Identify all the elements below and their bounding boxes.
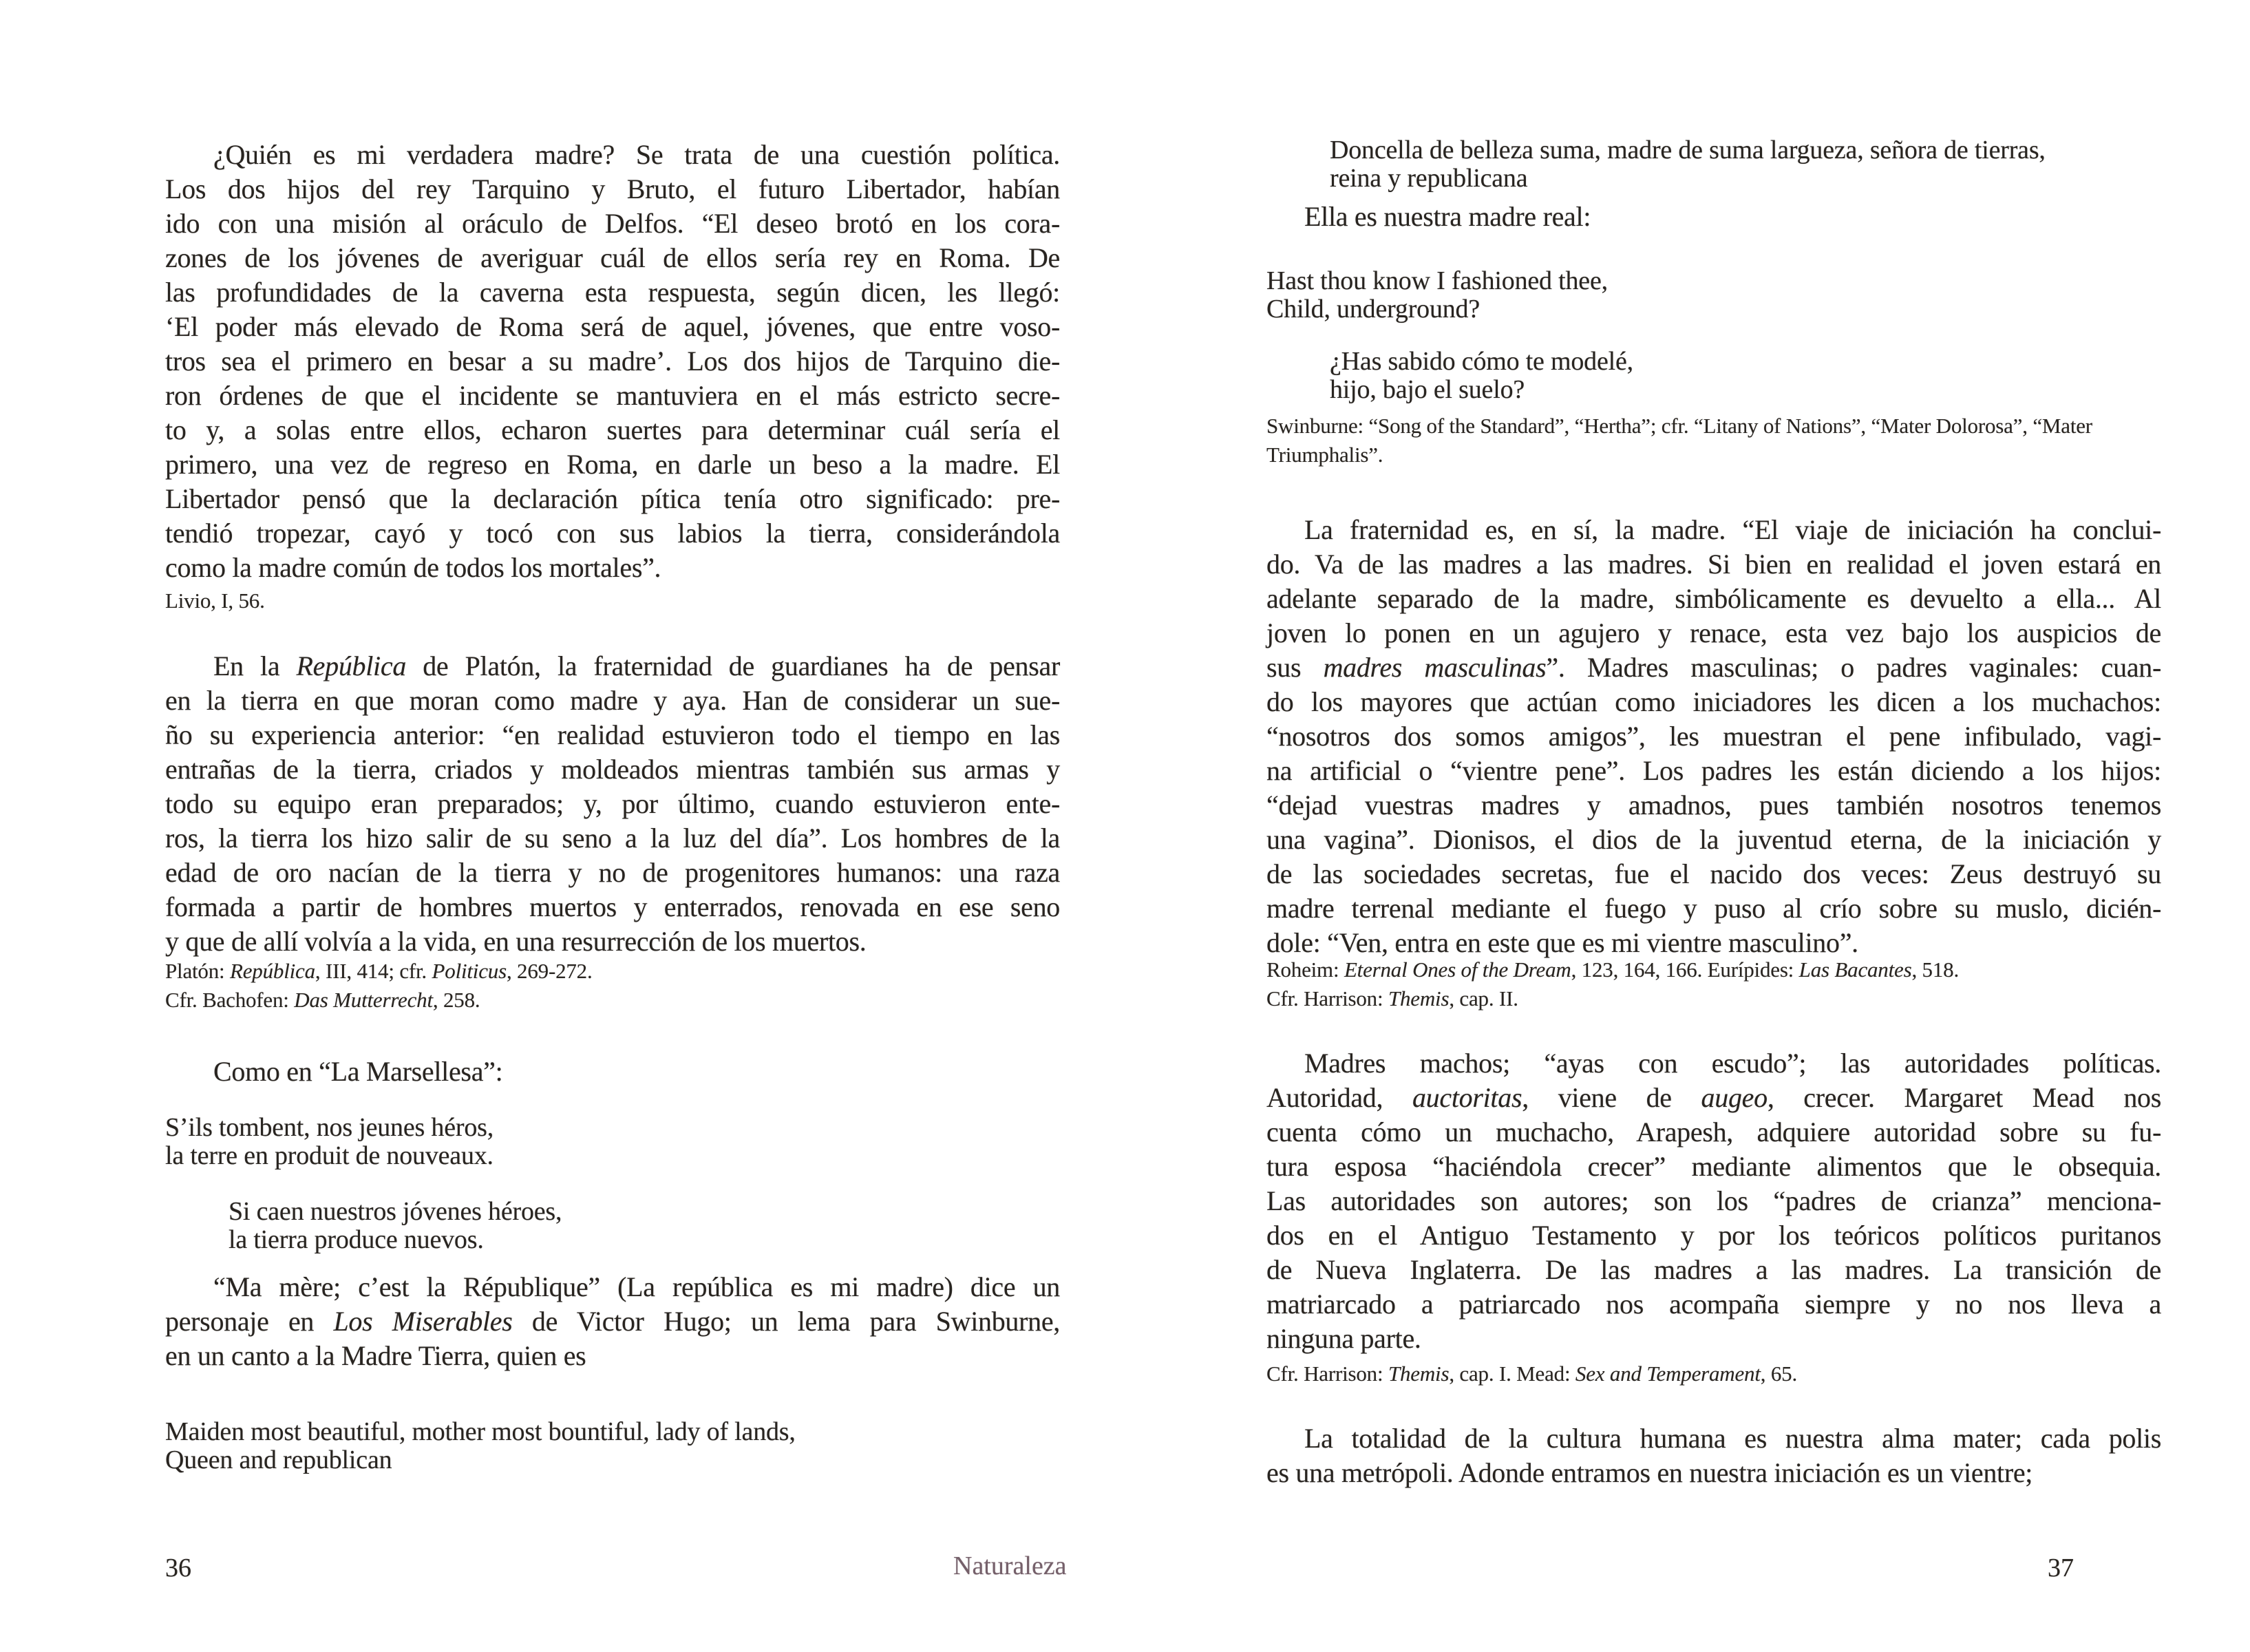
text-line: na artificial o “vientre pene”. Los padres les están diciendo a los hijos: bbox=[1266, 755, 2161, 786]
paragraph-ella-es-nuestra-madre bbox=[1266, 200, 2161, 234]
footnote-livio bbox=[165, 586, 1060, 615]
text-line: La totalidad de la cultura humana es nuestra alma mater; cada polis bbox=[1304, 1423, 2161, 1454]
paragraph-ma-mere bbox=[165, 1270, 1060, 1373]
text-line: Hast thou know I fashioned thee, bbox=[1266, 266, 1608, 295]
text-line: ido con una misión al oráculo de Delfos. “El deseo brotó en los cora- bbox=[165, 208, 1060, 239]
verse-french bbox=[165, 1114, 1060, 1170]
text-line: En la República de Platón, la fraternidad de guardianes ha de pensar bbox=[213, 650, 1060, 681]
paragraph-la-fraternidad bbox=[1266, 513, 2161, 960]
text-line: Cfr. Harrison: Themis, cap. II. bbox=[1266, 986, 1518, 1010]
text-line: zones de los jóvenes de averiguar cuál de ellos sería rey en Roma. De bbox=[165, 242, 1060, 273]
text-line: ¿Has sabido cómo te modelé, bbox=[1330, 347, 1633, 376]
text-line: “Ma mère; c’est la République” (La república es mi madre) dice un bbox=[213, 1271, 1060, 1302]
text-line: ño su experiencia anterior: “en realidad estuvieron todo el tiempo en las bbox=[165, 719, 1060, 750]
text-line: la tierra produce nuevos. bbox=[229, 1225, 484, 1254]
paragraph-madres-machos bbox=[1266, 1046, 2161, 1356]
verse-has-sabido bbox=[1266, 348, 2225, 404]
text-line: las profundidades de la caverna esta respuesta, según dicen, les llegó: bbox=[165, 277, 1060, 308]
text-line: “dejad vuestras madres y amadnos, pues también nosotros tenemos bbox=[1266, 790, 2161, 820]
text-line: Cfr. Harrison: Themis, cap. I. Mead: Sex and Temperament, 65. bbox=[1266, 1362, 1798, 1386]
text-line: ros, la tierra los hizo salir de su seno a la luz del día”. Los hombres de la bbox=[165, 823, 1060, 854]
text-line: Madres machos; “ayas con escudo”; las autoridades políticas. bbox=[1304, 1048, 2161, 1079]
verse-doncella bbox=[1266, 136, 2225, 193]
text-line: como la madre común de todos los mortales”. bbox=[165, 552, 661, 583]
text-line: ron órdenes de que el incidente se mantuviera en el más estricto secre- bbox=[165, 380, 1060, 411]
text-line: tendió tropezar, cayó y tocó con sus labios la tierra, considerándola bbox=[165, 518, 1060, 549]
text-line: Autoridad, auctoritas, viene de augeo, crecer. Margaret Mead nos bbox=[1266, 1082, 2161, 1113]
text-line: de Nueva Inglaterra. De las madres a las madres. La transición de bbox=[1266, 1254, 2161, 1285]
paragraph-republica-platon bbox=[165, 649, 1060, 959]
text-line: entrañas de la tierra, criados y moldeados mientras también sus armas y bbox=[165, 754, 1060, 785]
text-line: tros sea el primero en besar a su madre’. Los dos hijos de Tarquino die- bbox=[165, 346, 1060, 377]
paragraph-quien-es-mi-madre bbox=[165, 138, 1060, 585]
text-line: tura esposa “haciéndola crecer” mediante alimentos que le obsequia. bbox=[1266, 1151, 2161, 1182]
text-line: edad de oro nacían de la tierra y no de progenitores humanos: una raza bbox=[165, 857, 1060, 888]
verse-spanish-translation bbox=[165, 1198, 1123, 1254]
text-line: en un canto a la Madre Tierra, quien es bbox=[165, 1340, 586, 1371]
text-line: dole: “Ven, entra en este que es mi vientre masculino”. bbox=[1266, 927, 1858, 958]
text-line: do. Va de las madres a las madres. Si bien en realidad el joven estará en bbox=[1266, 549, 2161, 580]
text-line: Cfr. Bachofen: Das Mutterrecht, 258. bbox=[165, 988, 480, 1012]
page-number-left: 36 bbox=[165, 1554, 191, 1582]
text-line: ninguna parte. bbox=[1266, 1323, 1421, 1354]
text-line: Libertador pensó que la declaración pítica tenía otro significado: pre- bbox=[165, 483, 1060, 514]
page-left bbox=[165, 0, 1060, 1652]
running-footer: Naturaleza bbox=[953, 1552, 1067, 1580]
text-line: Triumphalis”. bbox=[1266, 443, 1383, 467]
text-line: matriarcado a patriarcado nos acompaña siempre y no nos lleva a bbox=[1266, 1289, 2161, 1320]
text-line: ¿Quién es mi verdadera madre? Se trata de una cuestión política. bbox=[213, 139, 1060, 170]
text-line: adelante separado de la madre, simbólicamente es devuelto a ella... Al bbox=[1266, 583, 2161, 614]
text-line: de las sociedades secretas, fue el nacido dos veces: Zeus destruyó su bbox=[1266, 858, 2161, 889]
text-line: personaje en Los Miserables de Victor Hugo; un lema para Swinburne, bbox=[165, 1306, 1060, 1337]
text-line: la terre en produit de nouveaux. bbox=[165, 1141, 493, 1170]
text-line: es una metrópoli. Adonde entramos en nuestra iniciación es un vientre; bbox=[1266, 1457, 2033, 1488]
text-line: Si caen nuestros jóvenes héroes, bbox=[229, 1197, 562, 1226]
page-number-right: 37 bbox=[2048, 1554, 2074, 1582]
text-line: S’ils tombent, nos jeunes héros, bbox=[165, 1113, 494, 1142]
text-line: reina y republicana bbox=[1330, 164, 1528, 193]
text-line: cuenta cómo un muchacho, Arapesh, adquiere autoridad sobre su fu- bbox=[1266, 1116, 2161, 1147]
text-line: do los mayores que actúan como iniciadores les dicen a los muchachos: bbox=[1266, 686, 2161, 717]
text-line: joven lo ponen en un agujero y renace, esta vez bajo los auspicios de bbox=[1266, 617, 2161, 648]
text-line: La fraternidad es, en sí, la madre. “El viaje de iniciación ha conclui- bbox=[1304, 514, 2161, 545]
verse-english bbox=[165, 1418, 1060, 1474]
text-line: en la tierra en que moran como madre y aya. Han de considerar un sue- bbox=[165, 685, 1060, 716]
text-line: Como en “La Marsellesa”: bbox=[213, 1056, 503, 1087]
footnote-roheim-harrison bbox=[1266, 955, 2161, 1013]
text-line: sus madres masculinas”. Madres masculinas; o padres vaginales: cuan- bbox=[1266, 652, 2161, 683]
text-line: Ella es nuestra madre real: bbox=[1304, 201, 1591, 232]
text-line: Platón: República, III, 414; cfr. Politicus, 269-272. bbox=[165, 959, 593, 983]
text-line: una vagina”. Dionisos, el dios de la juventud eterna, de la iniciación y bbox=[1266, 824, 2161, 855]
text-line: Las autoridades son autores; son los “padres de crianza” menciona- bbox=[1266, 1185, 2161, 1216]
text-line: “nosotros dos somos amigos”, les muestran el pene infibulado, vagi- bbox=[1266, 721, 2161, 752]
text-line: Los dos hijos del rey Tarquino y Bruto, el futuro Libertador, habían bbox=[165, 173, 1060, 204]
footnote-harrison-mead bbox=[1266, 1359, 2161, 1388]
verse-hast-thou bbox=[1266, 267, 2161, 324]
text-line: formada a partir de hombres muertos y enterrados, renovada en ese seno bbox=[165, 891, 1060, 922]
footnote-swinburne bbox=[1266, 412, 2161, 469]
text-line: hijo, bajo el suelo? bbox=[1330, 375, 1525, 404]
text-line: todo su equipo eran preparados; y, por último, cuando estuvieron ente- bbox=[165, 788, 1060, 819]
footnote-platon-bachofen bbox=[165, 957, 1060, 1015]
page-right bbox=[1266, 0, 2161, 1652]
text-line: Livio, I, 56. bbox=[165, 589, 265, 613]
text-line: madre terrenal mediante el fuego y puso al crío sobre su muslo, dicién- bbox=[1266, 893, 2161, 924]
text-line: dos en el Antiguo Testamento y por los teóricos políticos puritanos bbox=[1266, 1220, 2161, 1251]
text-line: Queen and republican bbox=[165, 1446, 392, 1474]
text-line: Child, underground? bbox=[1266, 295, 1480, 324]
text-line: to y, a solas entre ellos, echaron suertes para determinar cuál sería el bbox=[165, 414, 1060, 445]
text-line: Swinburne: “Song of the Standard”, “Hertha”; cfr. “Litany of Nations”, “Mater Dolorosa”, “Mater bbox=[1266, 414, 2092, 438]
text-line: Maiden most beautiful, mother most bountiful, lady of lands, bbox=[165, 1417, 796, 1446]
text-line: Doncella de belleza suma, madre de suma largueza, señora de tierras, bbox=[1330, 136, 2046, 165]
paragraph-como-en-la-marsellesa bbox=[165, 1055, 1060, 1089]
text-line: ‘El poder más elevado de Roma será de aquel, jóvenes, que entre voso- bbox=[165, 311, 1060, 342]
text-line: Roheim: Eternal Ones of the Dream, 123, 164, 166. Eurípides: Las Bacantes, 518. bbox=[1266, 957, 1960, 982]
paragraph-la-totalidad bbox=[1266, 1421, 2161, 1490]
text-line: y que de allí volvía a la vida, en una resurrección de los muertos. bbox=[165, 926, 867, 957]
text-line: primero, una vez de regreso en Roma, en darle un beso a la madre. El bbox=[165, 449, 1060, 480]
